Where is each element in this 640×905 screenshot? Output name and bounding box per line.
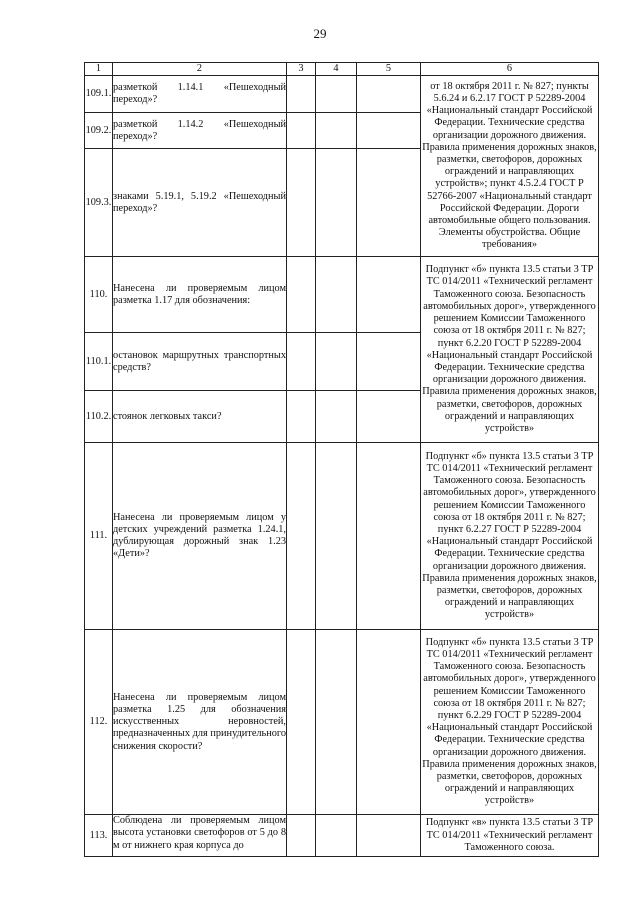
not-applicable-cell: [357, 391, 421, 443]
question-cell: [113, 149, 287, 257]
answer-no-cell: [316, 76, 357, 113]
not-applicable-cell: [357, 149, 421, 257]
question-text: Нанесена ли проверяемым лицом у детских учреждений разметка 1.24.1, дублирующая дорожный знак 1.23 «Дети»?: [113, 511, 286, 560]
question-cell: [113, 630, 287, 815]
question-text: Соблюдена ли проверяемым лицом высота установки светофоров от 5 до 8 м от нижнего края корпуса до: [113, 815, 286, 851]
not-applicable-cell: [357, 815, 421, 857]
column-header: 4: [316, 63, 357, 76]
row-number: 109.1.: [85, 76, 113, 113]
table-row: [85, 76, 599, 113]
question-text: разметкой 1.14.2 «Пешеходный переход»?: [113, 118, 286, 142]
table-row: [85, 443, 599, 630]
question-cell: [113, 257, 287, 333]
row-number: 112.: [85, 630, 113, 815]
answer-yes-cell: [287, 815, 316, 857]
answer-no-cell: [316, 630, 357, 815]
column-header: 2: [113, 63, 287, 76]
requirement-reference: Подпункт «б» пункта 13.5 статьи 3 ТР ТС 014/2011 «Технический регламент Таможенного союза. Безопасность автомобильных дорог», утвержденного решением Комиссии Таможенного союза от 18 октября 2011 г. № 827; пункт 6.2.20 ГОСТ Р 52289-2004 «Национальный стандарт Российской Федерации. Технические средства организации дорожного движения. Правила применения дорожных знаков, разметки, светофоров, дорожных ограждений и направляющих устройств»: [421, 257, 599, 443]
not-applicable-cell: [357, 257, 421, 333]
answer-no-cell: [316, 391, 357, 443]
column-header: 3: [287, 63, 316, 76]
answer-yes-cell: [287, 76, 316, 113]
header-row: [85, 63, 599, 76]
row-number: 110.1.: [85, 333, 113, 391]
not-applicable-cell: [357, 443, 421, 630]
question-cell: [113, 391, 287, 443]
row-number: 113.: [85, 815, 113, 857]
column-header: 1: [85, 63, 113, 76]
question-cell: [113, 76, 287, 113]
question-text: стоянок легковых такси?: [113, 410, 222, 422]
answer-yes-cell: [287, 391, 316, 443]
row-number: 110.2.: [85, 391, 113, 443]
answer-no-cell: [316, 333, 357, 391]
page-number: 29: [313, 26, 327, 41]
question-text: Нанесена ли проверяемым лицом разметка 1.25 для обозначения искусственных неровностей, предназначенных для принудительного снижения скорости?: [113, 691, 286, 752]
not-applicable-cell: [357, 113, 421, 149]
answer-no-cell: [316, 257, 357, 333]
answer-no-cell: [316, 815, 357, 857]
question-cell: [113, 815, 287, 857]
row-number: 111.: [85, 443, 113, 630]
row-number: 109.3.: [85, 149, 113, 257]
answer-yes-cell: [287, 113, 316, 149]
requirement-reference: Подпункт «б» пункта 13.5 статьи 3 ТР ТС 014/2011 «Технический регламент Таможенного союза. Безопасность автомобильных дорог», утвержденного решением Комиссии Таможенного союза от 18 октября 2011 г. № 827; пункт 6.2.29 ГОСТ Р 52289-2004 «Национальный стандарт Российской Федерации. Технические средства организации дорожного движения. Правила применения дорожных знаков, разметки, светофоров, дорожных ограждений и направляющих устройств»: [421, 630, 599, 815]
requirement-reference: Подпункт «б» пункта 13.5 статьи 3 ТР ТС 014/2011 «Технический регламент Таможенного союза. Безопасность автомобильных дорог», утвержденного решением Комиссии Таможенного союза от 18 октября 2011 г. № 827; пункт 6.2.27 ГОСТ Р 52289-2004 «Национальный стандарт Российской Федерации. Технические средства организации дорожного движения. Правила применения дорожных знаков, разметки, светофоров, дорожных ограждений и направляющих устройств»: [421, 443, 599, 630]
question-text: знаками 5.19.1, 5.19.2 «Пешеходный переход»?: [113, 190, 286, 214]
table-row: [85, 257, 599, 333]
table-row: [85, 815, 599, 857]
answer-yes-cell: [287, 333, 316, 391]
column-header: 6: [421, 63, 599, 76]
answer-no-cell: [316, 113, 357, 149]
question-text: остановок маршрутных транспортных средств?: [113, 349, 286, 373]
question-text: разметкой 1.14.1 «Пешеходный переход»?: [113, 82, 286, 106]
answer-yes-cell: [287, 630, 316, 815]
question-cell: [113, 443, 287, 630]
column-header: 5: [357, 63, 421, 76]
row-number: 110.: [85, 257, 113, 333]
not-applicable-cell: [357, 630, 421, 815]
row-number: 109.2.: [85, 113, 113, 149]
answer-yes-cell: [287, 257, 316, 333]
answer-yes-cell: [287, 149, 316, 257]
requirement-reference: от 18 октября 2011 г. № 827; пункты 5.6.24 и 6.2.17 ГОСТ Р 52289-2004 «Национальный стандарт Российской Федерации. Технические средства организации дорожного движения. Правила применения дорожных знаков, разметки, светофоров, дорожных ограждений и направляющих устройств»; пункт 4.5.2.4 ГОСТ Р 52766-2007 «Национальный стандарт Российской Федерации. Дороги автомобильные общего пользования. Элементы обустройства. Общие требования»: [421, 76, 599, 257]
question-text: Нанесена ли проверяемым лицом разметка 1.17 для обозначения:: [113, 282, 286, 306]
answer-no-cell: [316, 149, 357, 257]
requirement-reference: Подпункт «в» пункта 13.5 статьи 3 ТР ТС 014/2011 «Технический регламент Таможенного союза.: [421, 815, 599, 857]
checklist-table: [84, 62, 599, 857]
answer-no-cell: [316, 443, 357, 630]
table-row: [85, 630, 599, 815]
question-cell: [113, 113, 287, 149]
not-applicable-cell: [357, 76, 421, 113]
answer-yes-cell: [287, 443, 316, 630]
question-cell: [113, 333, 287, 391]
not-applicable-cell: [357, 333, 421, 391]
